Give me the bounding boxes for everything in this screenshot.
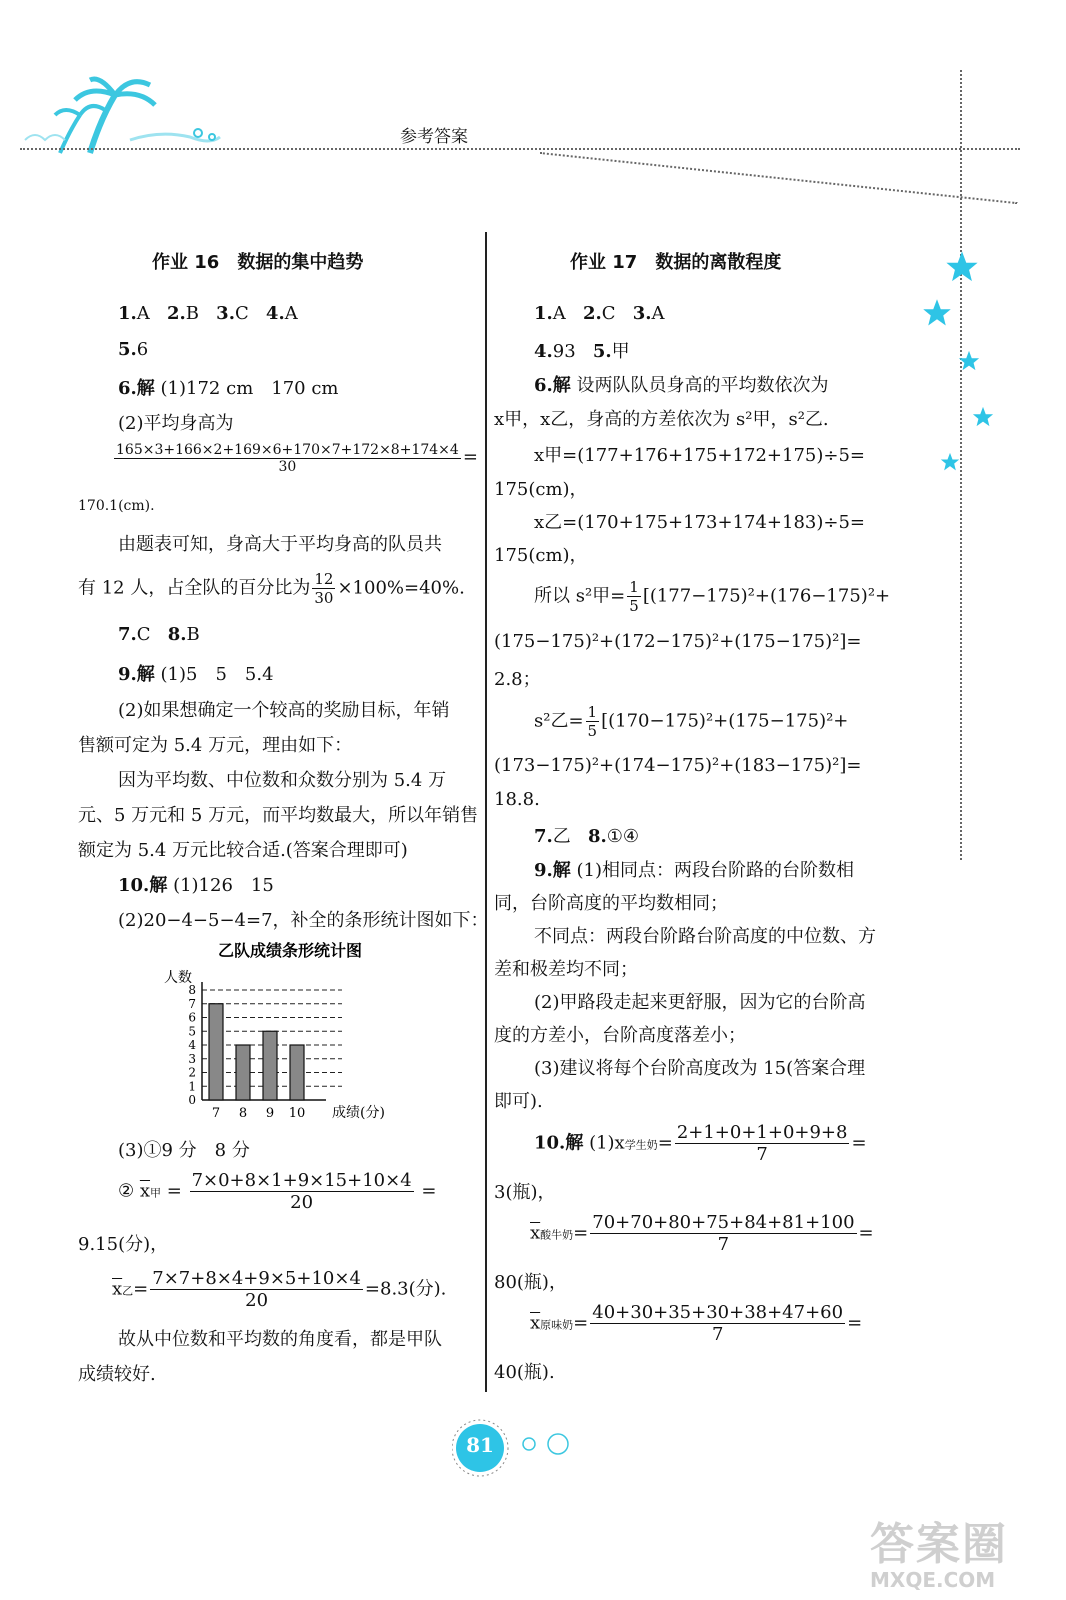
answer-6-result: 170.1(cm). bbox=[78, 498, 155, 514]
answers-1-4: 1.A 2.B 3.C 4.A bbox=[118, 303, 298, 324]
answer-9-line: 额定为 5.4 万元比较合适.(答案合理即可) bbox=[78, 840, 408, 861]
answer-9-line: 不同点：两段台阶路台阶高度的中位数、方 bbox=[534, 926, 876, 947]
answers-7-8: 7.C 8.B bbox=[118, 624, 200, 645]
answer-9-line: 同，台阶高度的平均数相同； bbox=[494, 893, 728, 914]
section-title-16 bbox=[152, 248, 363, 274]
star-icon bbox=[922, 298, 952, 328]
answers-7-8: 7.乙 8.①④ bbox=[534, 826, 640, 847]
x-tick-label: 9 bbox=[265, 1106, 275, 1121]
answer-9-line: 即可). bbox=[494, 1091, 543, 1112]
answer-9-line: (3)建议将每个台阶高度改为 15(答案合理 bbox=[534, 1058, 866, 1079]
answer-6-variance-yi-cont: (173−175)²+(174−175)²+(183−175)²]= bbox=[494, 755, 862, 776]
section-number: 作业 17 bbox=[570, 252, 638, 273]
header-title: 参考答案 bbox=[400, 127, 468, 147]
x-tick-label: 7 bbox=[211, 1106, 221, 1121]
y-tick-label: 7 bbox=[188, 996, 196, 1011]
section-text: 数据的离散程度 bbox=[655, 252, 782, 273]
bar-chart bbox=[160, 938, 420, 1128]
answer-9-line: (2)如果想确定一个较高的奖励目标，年销 bbox=[118, 700, 450, 721]
star-icon bbox=[972, 406, 994, 428]
section-title-17 bbox=[570, 248, 781, 274]
answer-6-variance-yi-result: 18.8. bbox=[494, 789, 540, 810]
answer-9-line: 度的方差小，台阶高度落差小； bbox=[494, 1025, 746, 1046]
bar-8 bbox=[236, 1045, 250, 1100]
answer-5: 5.6 bbox=[118, 339, 149, 360]
answer-10-mean-original: $\overline{x}$原味奶= $\frac{40+30+35+30+38+47+60}{7}$ = bbox=[530, 1302, 863, 1345]
bar-7 bbox=[209, 1004, 223, 1100]
palm-tree-logo bbox=[20, 75, 240, 155]
answer-6-variance-jia: 所以 s²甲= $\frac{1}{5}$ [(177−175)²+(176−175)²+ bbox=[534, 578, 891, 615]
y-tick-label: 2 bbox=[188, 1065, 196, 1080]
answer-10-mean-jia: ② $\overline{x}$甲 = $\frac{7\times 0+8\times 1+9\times 15+10\times 4}{20}$ = bbox=[118, 1170, 437, 1213]
answer-10-mean-yogurt-result: 80(瓶)， bbox=[494, 1272, 567, 1293]
vertical-divider bbox=[960, 70, 962, 860]
answer-6-part1: 6.解 设两队队员身高的平均数依次为 bbox=[534, 375, 829, 396]
diagonal-divider bbox=[540, 152, 1018, 204]
answer-6-mean-yi: x乙=(170+175+173+174+183)÷5= bbox=[534, 512, 866, 533]
answer-10-conclusion: 成绩较好. bbox=[78, 1364, 156, 1385]
answer-9-line: 差和极差均不同； bbox=[494, 959, 638, 980]
answer-6-variance-yi: s²乙= $\frac{1}{5}$ [(170−175)²+(175−175)²+ bbox=[534, 703, 849, 740]
answer-6-mean-jia: x甲=(177+176+175+172+175)÷5= bbox=[534, 445, 866, 466]
answer-10-part1: 10.解 (1)126 15 bbox=[118, 875, 274, 896]
circles-decoration bbox=[520, 1432, 576, 1456]
answer-10-conclusion: 故从中位数和平均数的角度看，都是甲队 bbox=[118, 1329, 442, 1350]
chart-xlabel: 成绩(分) bbox=[332, 1105, 385, 1121]
section-number: 作业 16 bbox=[152, 252, 220, 273]
header-divider bbox=[20, 148, 1020, 150]
y-tick-label: 6 bbox=[188, 1010, 196, 1025]
star-icon bbox=[945, 250, 979, 284]
bar-9 bbox=[263, 1031, 277, 1100]
answer-10-part3: (3)①9 分 8 分 bbox=[118, 1140, 250, 1161]
y-tick-label: 1 bbox=[188, 1079, 196, 1094]
answer-9-line: 9.解 (1)相同点：两段台阶路的台阶数相 bbox=[534, 860, 855, 881]
answer-10-mean-original-result: 40(瓶). bbox=[494, 1362, 555, 1383]
chart-title: 乙队成绩条形统计图 bbox=[217, 941, 363, 960]
y-tick-label: 0 bbox=[188, 1093, 196, 1107]
answer-6-conclusion-1: 由题表可知，身高大于平均身高的队员共 bbox=[118, 534, 442, 555]
answer-6-variance-jia-result: 2.8； bbox=[494, 669, 541, 690]
y-tick-label: 5 bbox=[188, 1024, 196, 1039]
answers-4-5: 4.93 5.甲 bbox=[534, 341, 630, 362]
answer-6-mean-jia-result: 175(cm)， bbox=[494, 479, 588, 500]
column-separator bbox=[485, 232, 487, 1392]
answer-10-mean-student: 10.解 (1)x学生奶= $\frac{2+1+0+1+0+9+8}{7}$ = bbox=[534, 1122, 867, 1165]
answer-10-mean-yi: $\overline{x}$乙= $\frac{7\times 7+8\times 4+9\times 5+10\times 4}{20}$ =8.3(分). bbox=[112, 1268, 447, 1311]
answer-6-part2: (2)平均身高为 bbox=[118, 413, 234, 434]
y-tick-label: 4 bbox=[188, 1038, 196, 1052]
watermark: 答案圈 MXQE.COM bbox=[870, 1519, 1008, 1592]
y-tick-label: 3 bbox=[188, 1051, 196, 1066]
answer-6-mean-yi-result: 175(cm)， bbox=[494, 545, 588, 566]
answer-10-mean-jia-result: 9.15(分)， bbox=[78, 1234, 169, 1255]
star-icon bbox=[940, 452, 960, 472]
answer-9-line: 元、5 万元和 5 万元，而平均数最大，所以年销售 bbox=[78, 805, 479, 826]
answer-6-fraction: $\frac{165\times 3+166\times 2+169\times 6+170\times 7+172\times 8+174\times 4}{30}$ = bbox=[116, 442, 478, 475]
answer-9-line: (2)甲路段走起来更舒服，因为它的台阶高 bbox=[534, 992, 866, 1013]
answer-9-part1: 9.解 (1)5 5 5.4 bbox=[118, 664, 274, 685]
bar-10 bbox=[290, 1045, 304, 1100]
star-icon bbox=[958, 350, 980, 372]
answers-1-3: 1.A 2.C 3.A bbox=[534, 303, 665, 324]
answer-9-line: 售额可定为 5.4 万元，理由如下： bbox=[78, 735, 353, 756]
chart-ylabel: 人数 bbox=[164, 970, 192, 986]
answer-10-mean-student-result: 3(瓶)， bbox=[494, 1182, 556, 1203]
answer-6-part1: 6.解 (1)172 cm 170 cm bbox=[118, 378, 339, 399]
y-tick-label: 8 bbox=[188, 983, 196, 997]
answer-10-mean-yogurt: $\overline{x}$酸牛奶= $\frac{70+70+80+75+84+81+100}{7}$ = bbox=[530, 1212, 874, 1255]
section-text: 数据的集中趋势 bbox=[237, 252, 364, 273]
answer-9-line: 因为平均数、中位数和众数分别为 5.4 万 bbox=[118, 770, 447, 791]
x-tick-label: 8 bbox=[238, 1106, 248, 1121]
x-tick-label: 10 bbox=[288, 1106, 306, 1121]
page-number: 81 bbox=[466, 1433, 494, 1457]
answer-10-part2: (2)20−4−5−4=7，补全的条形统计图如下： bbox=[118, 910, 489, 931]
answer-6-variance-jia-cont: (175−175)²+(172−175)²+(175−175)²]= bbox=[494, 631, 862, 652]
answer-6-conclusion-2: 有 12 人，占全队的百分比为 $\frac{12}{30}$ ×100%=40%. bbox=[78, 570, 465, 607]
answer-6-part2: x甲，x乙，身高的方差依次为 s²甲，s²乙. bbox=[494, 409, 829, 430]
